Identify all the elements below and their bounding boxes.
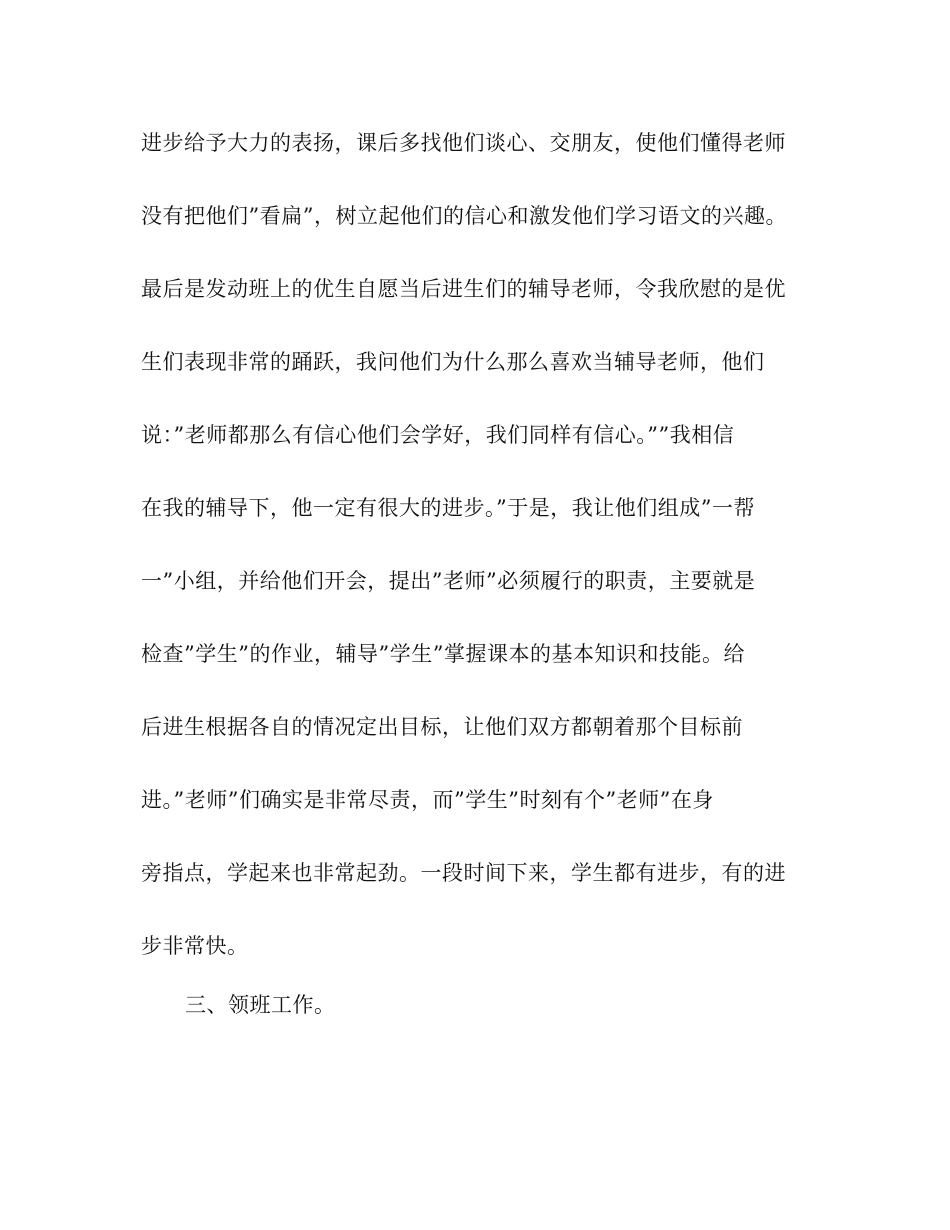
paragraph-line: 在我的辅导下，他一定有很大的进步。”于是，我让他们组成”一帮 bbox=[141, 496, 755, 520]
paragraph-line: 进。”老师”们确实是非常尽责，而”学生”时刻有个”老师”在身 bbox=[141, 788, 714, 812]
paragraph-line: 最后是发动班上的优生自愿当后进生们的辅导老师，令我欣慰的是优 bbox=[141, 277, 786, 301]
paragraph-line: 后进生根据各自的情况定出目标，让他们双方都朝着那个目标前 bbox=[141, 715, 743, 739]
paragraph-line: 进步给予大力的表扬，课后多找他们谈心、交朋友，使他们懂得老师 bbox=[141, 131, 786, 155]
paragraph-line: 步非常快。 bbox=[141, 934, 249, 958]
paragraph-line: 检查”学生”的作业，辅导”学生”掌握课本的基本知识和技能。给 bbox=[141, 642, 745, 666]
paragraph-line: 一”小组，并给他们开会，提出”老师”必须履行的职责，主要就是 bbox=[141, 569, 756, 593]
paragraph-line: 说：”老师都那么有信心他们会学好，我们同样有信心。””我相信 bbox=[141, 423, 735, 447]
paragraph-line: 旁指点，学起来也非常起劲。一段时间下来，学生都有进步，有的进 bbox=[141, 861, 786, 885]
paragraph-line: 没有把他们”看扁”，树立起他们的信心和激发他们学习语文的兴趣。 bbox=[141, 204, 787, 228]
section-heading: 三、领班工作。 bbox=[185, 993, 336, 1017]
paragraph-line: 生们表现非常的踊跃，我问他们为什么那么喜欢当辅导老师，他们 bbox=[141, 350, 765, 374]
